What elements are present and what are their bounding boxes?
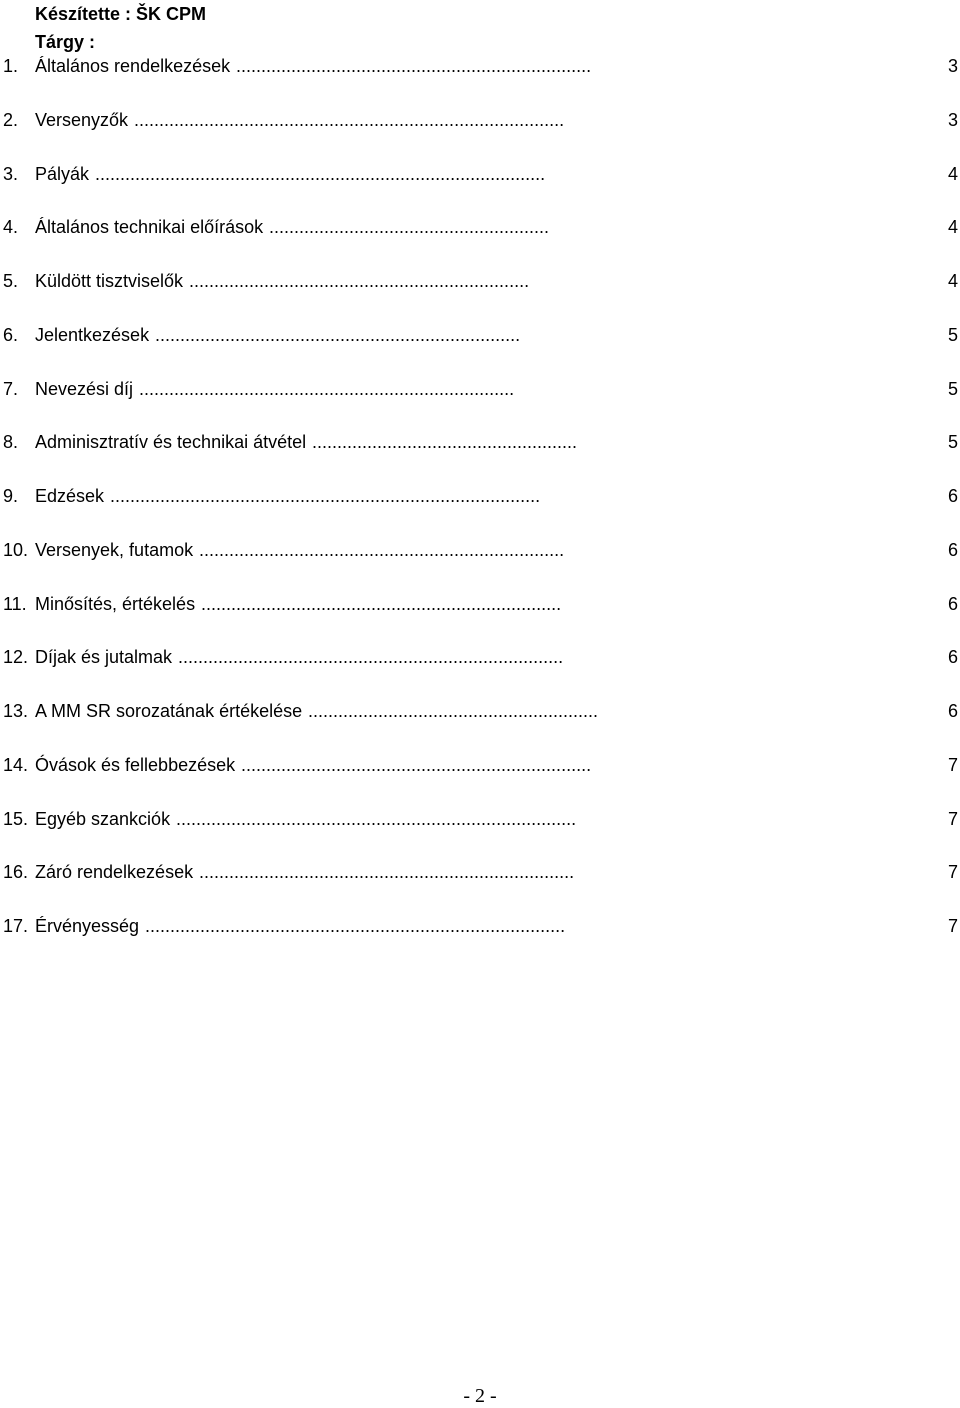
document-author: Készítette : ŠK CPM bbox=[35, 4, 207, 24]
toc-entry[interactable] bbox=[3, 538, 958, 562]
toc-entry-number: 3. bbox=[3, 164, 19, 184]
toc-entry-title: Adminisztratív és technikai átvétel bbox=[35, 432, 307, 452]
toc-entry[interactable] bbox=[3, 377, 958, 401]
toc-entry-page: 6 bbox=[947, 594, 958, 614]
toc-entry[interactable] bbox=[3, 860, 958, 884]
toc-entry-title: Díjak és jutalmak bbox=[35, 647, 173, 667]
toc-entry-title: Nevezési díj bbox=[35, 379, 134, 399]
toc-dot-leader: ................................................................................ bbox=[176, 809, 577, 829]
toc-entry-number: 8. bbox=[3, 432, 19, 452]
toc-entry-page: 3 bbox=[947, 56, 958, 76]
toc-entry-number: 11. bbox=[3, 594, 27, 614]
toc-entry[interactable] bbox=[3, 484, 958, 508]
toc-entry-number: 6. bbox=[3, 325, 19, 345]
toc-entry-title: Küldött tisztviselők bbox=[35, 271, 184, 291]
toc-entry-title: Általános technikai előírások bbox=[35, 217, 264, 237]
toc-entry[interactable] bbox=[3, 807, 958, 831]
toc-entry[interactable] bbox=[3, 753, 958, 777]
toc-entry[interactable] bbox=[3, 645, 958, 669]
toc-entry-number: 9. bbox=[3, 486, 19, 506]
document-subject: Tárgy : bbox=[35, 32, 96, 52]
toc-entry-number: 12. bbox=[3, 647, 29, 667]
toc-entry-title: Óvások és fellebbezések bbox=[35, 755, 236, 775]
toc-entry-number: 1. bbox=[3, 56, 19, 76]
toc-entry-page: 6 bbox=[947, 647, 958, 667]
toc-dot-leader: .......................................................................................... bbox=[95, 164, 546, 184]
toc-entry-number: 14. bbox=[3, 755, 29, 775]
toc-entry-title: Versenyzők bbox=[35, 110, 129, 130]
toc-entry-number: 13. bbox=[3, 701, 29, 721]
toc-entry-page: 7 bbox=[947, 862, 958, 882]
toc-entry[interactable] bbox=[3, 323, 958, 347]
toc-entry-page: 7 bbox=[947, 916, 958, 936]
toc-entry-number: 4. bbox=[3, 217, 19, 237]
toc-entry-page: 4 bbox=[947, 217, 958, 237]
toc-dot-leader: ..................................................... bbox=[312, 432, 578, 452]
toc-entry-title: Érvényesség bbox=[35, 916, 140, 936]
toc-entry-title: Egyéb szankciók bbox=[35, 809, 171, 829]
toc-dot-leader: ...................................................................................... bbox=[110, 486, 541, 506]
toc-dot-leader: ....................................................................... bbox=[236, 56, 592, 76]
toc-entry-title: Minősítés, értékelés bbox=[35, 594, 196, 614]
toc-dot-leader: ........................................................ bbox=[269, 217, 550, 237]
toc-entry-title: Versenyek, futamok bbox=[35, 540, 194, 560]
toc-entry-number: 2. bbox=[3, 110, 19, 130]
toc-entry-title: A MM SR sorozatának értékelése bbox=[35, 701, 303, 721]
toc-entry-number: 10. bbox=[3, 540, 29, 560]
toc-dot-leader: ............................................................................. bbox=[178, 647, 564, 667]
toc-dot-leader: ........................................................................... bbox=[199, 862, 575, 882]
toc-dot-leader: .................................................................... bbox=[189, 271, 530, 291]
toc-dot-leader: ........................................................................... bbox=[139, 379, 515, 399]
toc-entry[interactable] bbox=[3, 215, 958, 239]
toc-entry-page: 3 bbox=[947, 110, 958, 130]
toc-entry-title: Jelentkezések bbox=[35, 325, 150, 345]
toc-dot-leader: ......................................................................... bbox=[199, 540, 565, 560]
toc-entry-page: 6 bbox=[947, 701, 958, 721]
toc-entry-title: Általános rendelkezések bbox=[35, 56, 231, 76]
toc-dot-leader: .......................................................... bbox=[308, 701, 599, 721]
toc-entry-page: 5 bbox=[947, 379, 958, 399]
toc-entry-number: 17. bbox=[3, 916, 29, 936]
toc-entry[interactable] bbox=[3, 108, 958, 132]
toc-entry-page: 4 bbox=[947, 164, 958, 184]
toc-entry-page: 5 bbox=[947, 325, 958, 345]
toc-entry-number: 16. bbox=[3, 862, 29, 882]
toc-entry-page: 6 bbox=[947, 486, 958, 506]
toc-entry[interactable] bbox=[3, 699, 958, 723]
toc-entry-page: 5 bbox=[947, 432, 958, 452]
toc-entry-title: Záró rendelkezések bbox=[35, 862, 194, 882]
toc-entry[interactable] bbox=[3, 162, 958, 186]
toc-dot-leader: .................................................................................... bbox=[145, 916, 566, 936]
toc-entry-page: 6 bbox=[947, 540, 958, 560]
toc-entry-number: 5. bbox=[3, 271, 19, 291]
toc-entry[interactable] bbox=[3, 430, 958, 454]
toc-dot-leader: ......................................................................... bbox=[155, 325, 521, 345]
toc-entry[interactable] bbox=[3, 54, 958, 78]
toc-entry-page: 4 bbox=[947, 271, 958, 291]
toc-entry-page: 7 bbox=[947, 755, 958, 775]
toc-dot-leader: ...................................................................................... bbox=[134, 110, 565, 130]
toc-entry-number: 7. bbox=[3, 379, 19, 399]
toc-dot-leader: ...................................................................... bbox=[241, 755, 592, 775]
toc-entry-page: 7 bbox=[947, 809, 958, 829]
toc-entry[interactable] bbox=[3, 592, 958, 616]
toc-entry-title: Edzések bbox=[35, 486, 105, 506]
toc-dot-leader: ........................................................................ bbox=[201, 594, 562, 614]
page-number: - 2 - bbox=[463, 1385, 497, 1407]
toc-entry-title: Pályák bbox=[35, 164, 90, 184]
toc-entry[interactable] bbox=[3, 269, 958, 293]
toc-entry-number: 15. bbox=[3, 809, 29, 829]
toc-entry[interactable] bbox=[3, 914, 958, 938]
